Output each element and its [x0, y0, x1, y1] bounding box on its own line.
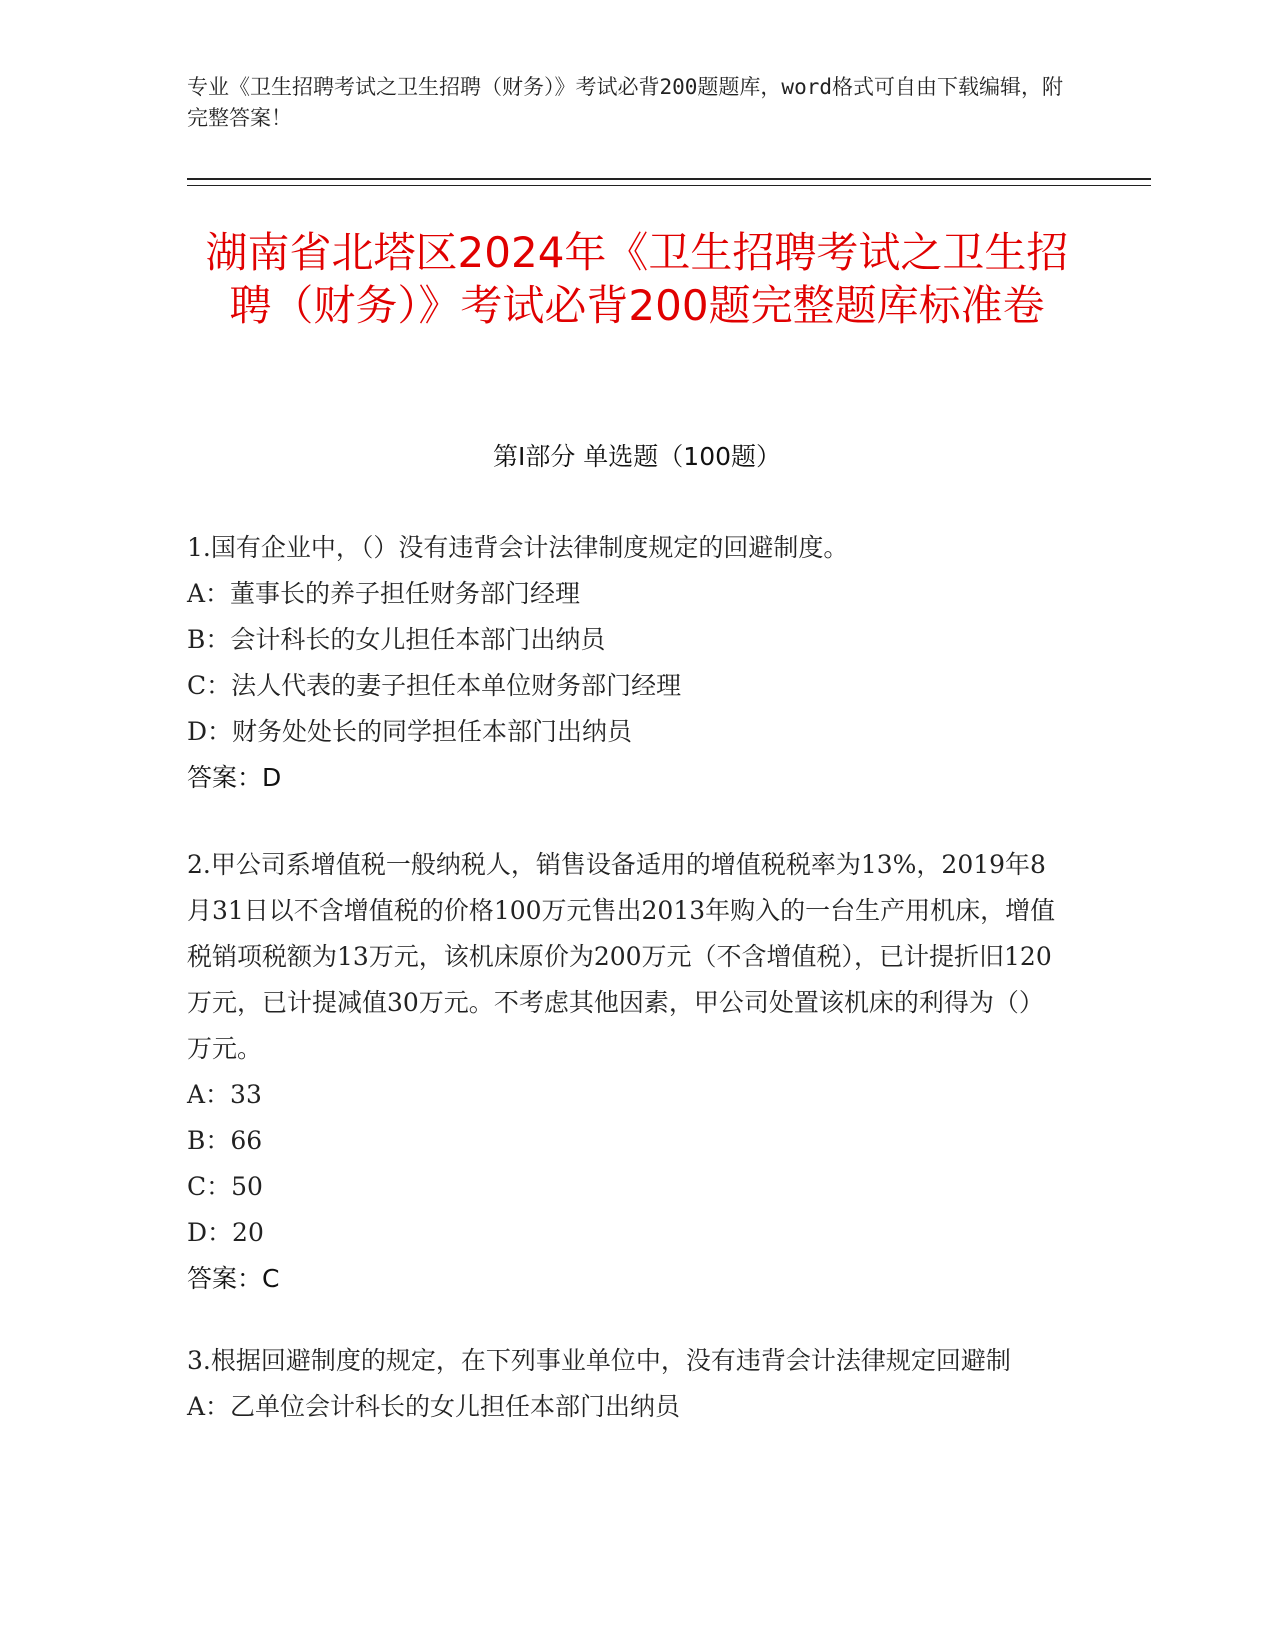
option-a: A：董事长的养子担任财务部门经理: [187, 579, 581, 608]
document-title: 湖南省北塔区2024年《卫生招聘考试之卫生招聘（财务）》考试必背200题完整题库标准卷: [205, 228, 1069, 330]
answer: 答案：C: [187, 1264, 280, 1293]
option-a: A：乙单位会计科长的女儿担任本部门出纳员: [187, 1392, 681, 1421]
option-c: C：50: [187, 1172, 263, 1201]
answer: 答案：D: [187, 763, 282, 792]
option-b: B：66: [187, 1126, 263, 1155]
header-divider-thin: [187, 185, 1151, 186]
section-title: 第Ⅰ部分 单选题（100题）: [492, 442, 782, 471]
question-1: [187, 525, 1067, 801]
option-c: C：法人代表的妻子担任本单位财务部门经理: [187, 671, 682, 700]
option-a: A：33: [187, 1080, 262, 1109]
question-stem: 2.甲公司系增值税一般纳税人，销售设备适用的增值税税率为13%，2019年8月31日以不含增值税的价格100万元售出2013年购入的一台生产用机床，增值税销项税额为13万元，该机床原价为200万元（不含增值税），已计提折旧120万元，已计提减值30万元。不考虑其他因素，甲公司处置该机床的利得为（）万元。: [187, 850, 1056, 1063]
option-d: D：20: [187, 1218, 264, 1247]
option-b: B：会计科长的女儿担任本部门出纳员: [187, 625, 606, 654]
question-stem: 1.国有企业中，（）没有违背会计法律制度规定的回避制度。: [187, 533, 849, 562]
header-divider-thick: [187, 178, 1151, 180]
question-stem: 3.根据回避制度的规定，在下列事业单位中，没有违背会计法律规定回避制: [187, 1346, 1011, 1375]
question-2: [187, 842, 1067, 1302]
header-note: 专业《卫生招聘考试之卫生招聘（财务）》考试必背200题题库，word格式可自由下载编辑，附完整答案！: [187, 75, 1063, 130]
question-3: [187, 1338, 1067, 1430]
option-d: D：财务处处长的同学担任本部门出纳员: [187, 717, 633, 746]
